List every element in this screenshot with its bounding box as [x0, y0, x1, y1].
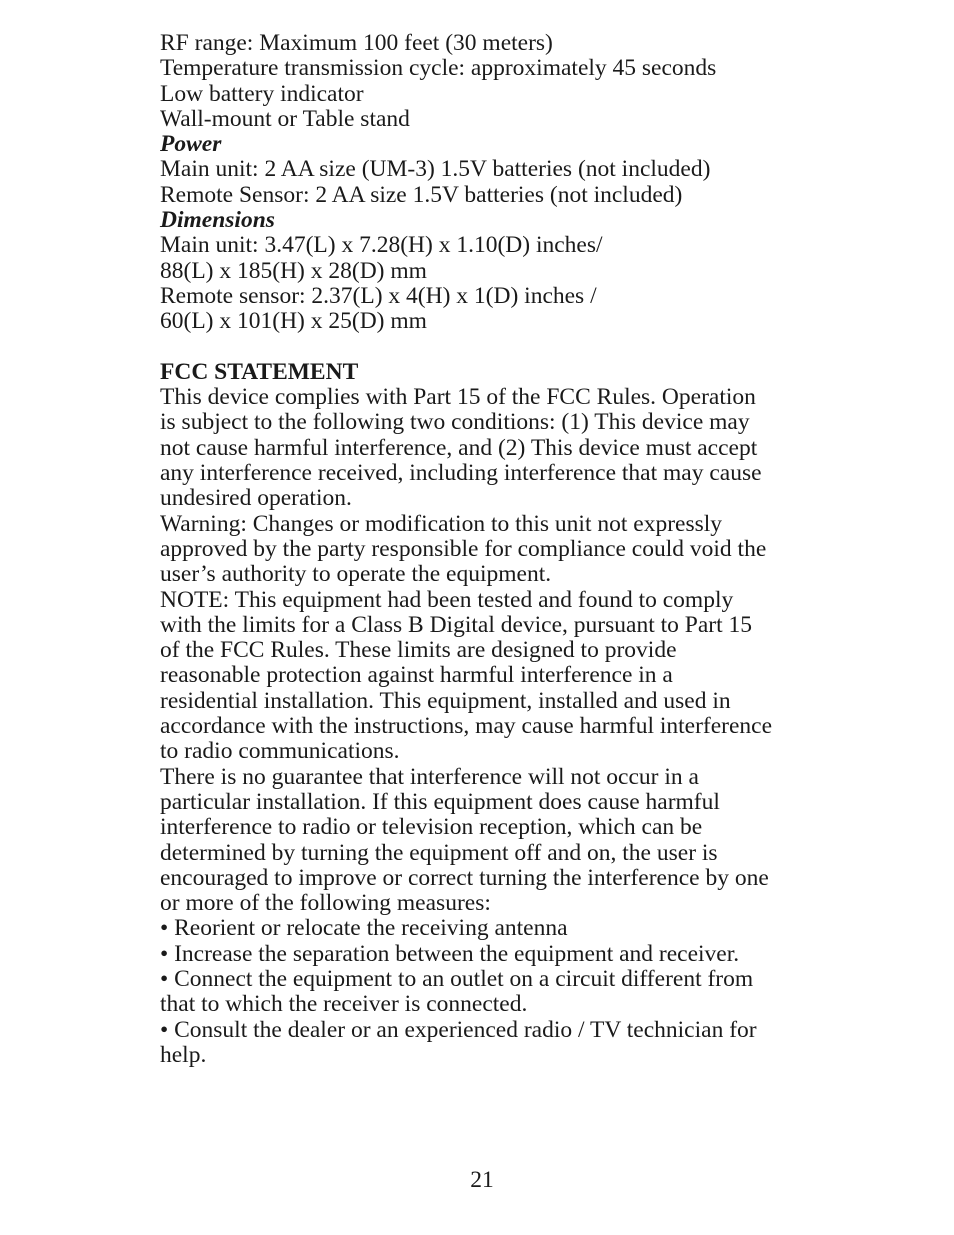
paragraph-line: approved by the party responsible for compliance could void the: [160, 535, 767, 562]
paragraph-line: reasonable protection against harmful interference in a: [160, 662, 673, 689]
fcc-section: [160, 360, 830, 1068]
paragraph-line: accordance with the instructions, may cause harmful interference: [160, 713, 773, 740]
list-item-line: • Consult the dealer or an experienced radio / TV technician for: [160, 1016, 757, 1043]
list-item-line: • Reorient or relocate the receiving antenna: [160, 915, 568, 942]
paragraph-line: interference to radio or television reception, which can be: [160, 814, 703, 841]
fcc-heading: FCC STATEMENT: [160, 358, 359, 385]
power-remote-sensor: Remote Sensor: 2 AA size 1.5V batteries (not included): [160, 181, 683, 208]
paragraph-line: to radio communications.: [160, 738, 400, 765]
list-item-line: help.: [160, 1041, 207, 1068]
spec-transmission-cycle: Temperature transmission cycle: approximately 45 seconds: [160, 55, 717, 82]
power-main-unit: Main unit: 2 AA size (UM-3) 1.5V batteries (not included): [160, 156, 711, 183]
spec-rf-range: RF range: Maximum 100 feet (30 meters): [160, 30, 553, 56]
fcc-compliance-paragraph: [160, 385, 830, 511]
list-item: [160, 942, 830, 967]
fcc-note-paragraph: [160, 588, 830, 765]
paragraph-line: encouraged to improve or correct turning the interference by one: [160, 864, 769, 891]
spec-mounting: Wall-mount or Table stand: [160, 105, 410, 132]
section-spacer: [160, 335, 830, 360]
paragraph-line: particular installation. If this equipment does cause harmful: [160, 788, 720, 815]
paragraph-line: of the FCC Rules. These limits are designed to provide: [160, 637, 677, 664]
spec-low-battery: Low battery indicator: [160, 80, 364, 107]
paragraph-line: There is no guarantee that interference will not occur in a: [160, 763, 699, 790]
paragraph-line: user’s authority to operate the equipment.: [160, 561, 552, 588]
power-section: [160, 132, 830, 208]
paragraph-line: with the limits for a Class B Digital device, pursuant to Part 15: [160, 611, 752, 638]
list-item-line: • Connect the equipment to an outlet on a circuit different from: [160, 965, 754, 992]
list-item-line: • Increase the separation between the equipment and receiver.: [160, 940, 740, 967]
dimensions-main-mm: 88(L) x 185(H) x 28(D) mm: [160, 257, 427, 284]
list-item: [160, 967, 830, 1018]
dimensions-section: [160, 208, 830, 334]
list-item: [160, 1018, 830, 1069]
paragraph-line: any interference received, including interference that may cause: [160, 460, 762, 487]
paragraph-line: NOTE: This equipment had been tested and found to comply: [160, 586, 734, 613]
list-item: [160, 916, 830, 941]
paragraph-line: undesired operation.: [160, 485, 352, 512]
dimensions-remote-inches: Remote sensor: 2.37(L) x 4(H) x 1(D) inches /: [160, 282, 597, 309]
list-item-line: that to which the receiver is connected.: [160, 991, 528, 1018]
dimensions-heading: Dimensions: [160, 207, 275, 234]
fcc-guarantee-paragraph: [160, 765, 830, 917]
fcc-measures-list: [160, 916, 830, 1068]
paragraph-line: not cause harmful interference, and (2) This device must accept: [160, 434, 758, 461]
paragraph-line: Warning: Changes or modification to this unit not expressly: [160, 510, 723, 537]
paragraph-line: or more of the following measures:: [160, 890, 491, 917]
fcc-warning-paragraph: [160, 512, 830, 588]
document-page: [160, 31, 830, 1068]
specs-section: [160, 31, 830, 132]
dimensions-main-inches: Main unit: 3.47(L) x 7.28(H) x 1.10(D) inches/: [160, 232, 603, 259]
dimensions-remote-mm: 60(L) x 101(H) x 25(D) mm: [160, 308, 427, 335]
paragraph-line: is subject to the following two conditions: (1) This device may: [160, 409, 750, 436]
paragraph-line: This device complies with Part 15 of the FCC Rules. Operation: [160, 384, 756, 411]
paragraph-line: residential installation. This equipment, installed and used in: [160, 687, 731, 714]
power-heading: Power: [160, 131, 222, 158]
paragraph-line: determined by turning the equipment off and on, the user is: [160, 839, 718, 866]
page-number: 21: [470, 1167, 494, 1193]
